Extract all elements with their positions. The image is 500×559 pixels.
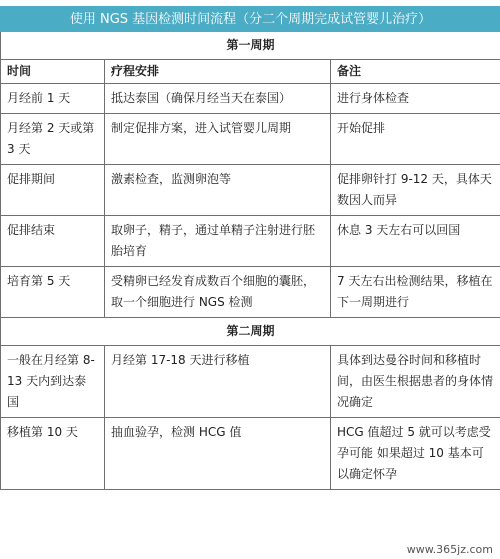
header-notes: 备注: [331, 60, 500, 84]
cell-time: 培育第 5 天: [1, 267, 105, 318]
cell-time: 促排期间: [1, 165, 105, 216]
table-row: [1, 267, 500, 318]
cell-schedule: 取卵子，精子，通过单精子注射进行胚胎培育: [105, 216, 331, 267]
cell-time: 月经前 1 天: [1, 84, 105, 114]
table-row: [1, 84, 500, 114]
cell-schedule: 受精卵已经发育成数百个细胞的囊胚，取一个细胞进行 NGS 检测: [105, 267, 331, 318]
table-row: [1, 114, 500, 165]
table-row: [1, 165, 500, 216]
watermark-text: www.365jz.com: [404, 543, 496, 557]
week2-row: [1, 318, 500, 346]
cell-notes: 开始促排: [331, 114, 500, 165]
cell-schedule: 月经第 17-18 天进行移植: [105, 346, 331, 418]
cell-notes: 7 天左右出检测结果，移植在下一周期进行: [331, 267, 500, 318]
header-schedule: 疗程安排: [105, 60, 331, 84]
week1-row: [1, 32, 500, 60]
ngs-timeline-table: [0, 6, 500, 490]
cell-notes: 具体到达曼谷时间和移植时间，由医生根据患者的身体情况确定: [331, 346, 500, 418]
table-title: 使用 NGS 基因检测时间流程（分二个周期完成试管婴儿治疗）: [1, 7, 500, 32]
header-time: 时间: [1, 60, 105, 84]
week1-label: 第一周期: [1, 32, 500, 60]
cell-schedule: 抵达泰国（确保月经当天在泰国）: [105, 84, 331, 114]
week2-label: 第二周期: [1, 318, 500, 346]
cell-notes: 休息 3 天左右可以回国: [331, 216, 500, 267]
header-row: [1, 60, 500, 84]
cell-time: 移植第 10 天: [1, 418, 105, 490]
cell-notes: 促排卵针打 9-12 天，具体天数因人而异: [331, 165, 500, 216]
cell-schedule: 激素检查，监测卵泡等: [105, 165, 331, 216]
title-row: [1, 7, 500, 32]
table-row: [1, 216, 500, 267]
table-row: [1, 418, 500, 490]
cell-notes: HCG 值超过 5 就可以考虑受孕可能 如果超过 10 基本可以确定怀孕: [331, 418, 500, 490]
cell-schedule: 抽血验孕，检测 HCG 值: [105, 418, 331, 490]
table-row: [1, 346, 500, 418]
cell-time: 一般在月经第 8-13 天内到达泰国: [1, 346, 105, 418]
cell-notes: 进行身体检查: [331, 84, 500, 114]
cell-schedule: 制定促排方案，进入试管婴儿周期: [105, 114, 331, 165]
cell-time: 促排结束: [1, 216, 105, 267]
cell-time: 月经第 2 天或第 3 天: [1, 114, 105, 165]
